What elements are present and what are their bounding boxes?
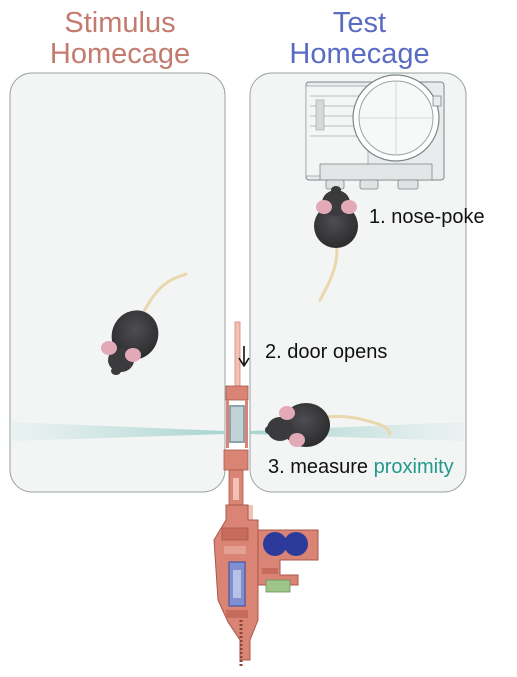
motor-assembly xyxy=(214,505,318,666)
stimulus-title-line-1: Stimulus xyxy=(64,7,176,39)
step-nose-poke-label: 1. nose-poke xyxy=(369,206,485,228)
test-title-line-2: Homecage xyxy=(289,38,430,70)
proximity-text: proximity xyxy=(373,456,454,478)
down-arrow-icon xyxy=(239,346,249,366)
test-title-line-1: Test xyxy=(332,7,387,39)
door-apparatus xyxy=(224,322,253,521)
measure-prefix-text: 3. measure xyxy=(268,456,374,478)
nose-poke-feeder xyxy=(306,75,444,189)
step-measure-label xyxy=(268,455,454,479)
step-door-opens-label: 2. door opens xyxy=(265,341,388,363)
stimulus-title-line-2: Homecage xyxy=(49,38,191,70)
